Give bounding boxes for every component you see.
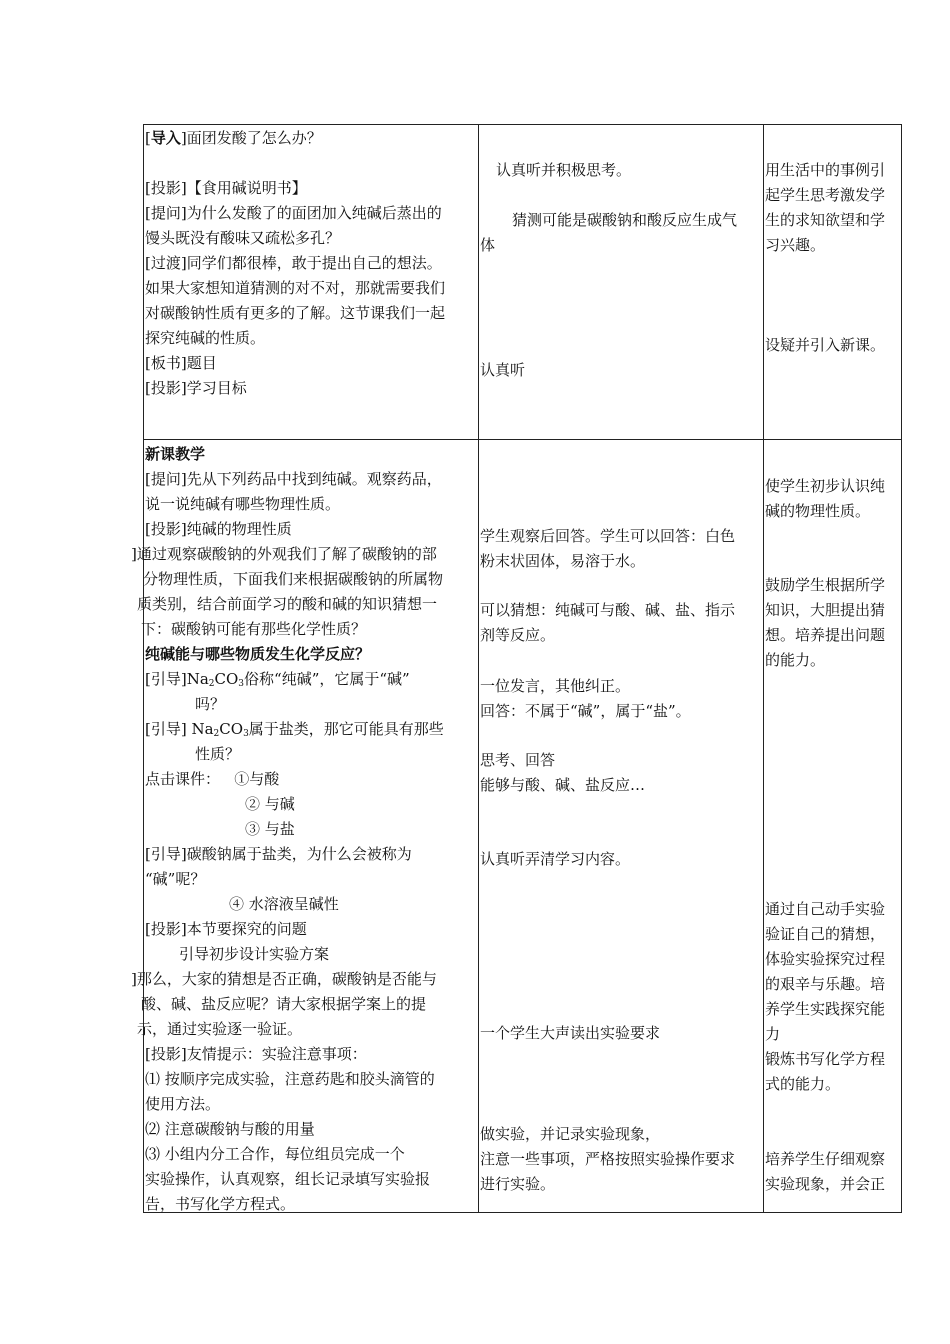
lesson-student-line: 认真听弄清学习内容。 [480, 850, 631, 868]
lesson-teacher-line: 质类别，结合前面学习的酸和碱的知识猜想一 [137, 595, 438, 613]
table-border-top [143, 124, 902, 125]
lesson-purpose-line: 体验实验探究过程 [765, 950, 886, 968]
lesson-teacher-line: 吗？ [195, 695, 226, 713]
table-border-right [901, 124, 902, 1213]
intro-student-line: 认真听 [480, 361, 526, 379]
intro-teacher-line: 探究纯碱的性质。 [145, 329, 266, 347]
intro-student-line: 认真听并积极思考。 [496, 161, 632, 179]
row-divider [143, 439, 902, 440]
lesson-teacher-line: ⑶ 小组内分工合作，每位组员完成一个 [145, 1145, 405, 1163]
lesson-student-line: 可以猜想：纯碱可与酸、碱、盐、指示 [480, 601, 736, 619]
lesson-teacher-line: ⑴ 按顺序完成实验，注意药匙和胶头滴管的 [145, 1070, 435, 1088]
intro-student-line: 猜测可能是碳酸钠和酸反应生成气 [512, 211, 738, 229]
lesson-purpose-line: 实验现象，并会正 [765, 1175, 886, 1193]
column-divider-2 [763, 124, 764, 1213]
lesson-teacher-line: [提问]先从下列药品中找到纯碱。观察药品， [145, 470, 442, 488]
lesson-purpose-line: 使学生初步认识纯 [765, 477, 886, 495]
lesson-teacher-line: [投影]纯碱的物理性质 [145, 520, 292, 538]
lesson-teacher-line: 示，通过实验逐一验证。 [137, 1020, 303, 1038]
lesson-purpose-line: 的艰辛与乐趣。培 [765, 975, 886, 993]
lesson-teacher-line: 下：碳酸钠可能有那些化学性质？ [141, 620, 367, 638]
lesson-purpose-line: 验证自己的猜想， [765, 925, 886, 943]
lesson-student-line: 思考、回答 [480, 751, 556, 769]
lesson-teacher-line: 酸、碱、盐反应呢？请大家根据学案上的提 [141, 995, 427, 1013]
intro-purpose-line: 用生活中的事例引 [765, 161, 886, 179]
intro-purpose-line: 设疑并引入新课。 [765, 336, 886, 354]
lesson-teacher-line: 说一说纯碱有哪些物理性质。 [145, 495, 341, 513]
intro-teacher-line: [提问]为什么发酸了的面团加入纯碱后蒸出的 [145, 204, 442, 222]
intro-teacher-line: 如果大家想知道猜测的对不对，那就需要我们 [145, 279, 446, 297]
intro-teacher-line: 对碳酸钠性质有更多的了解。这节课我们一起 [145, 304, 446, 322]
lesson-teacher-line: 实验操作，认真观察，组长记录填写实验报 [145, 1170, 431, 1188]
lesson-teacher-line: 性质？ [195, 745, 241, 763]
lesson-purpose-line: 培养学生仔细观察 [765, 1150, 886, 1168]
lesson-purpose-line: 式的能力。 [765, 1075, 841, 1093]
intro-teacher-line: [投影]学习目标 [145, 379, 247, 397]
lesson-teacher-line: ]通过观察碳酸钠的外观我们了解了碳酸钠的部 [131, 545, 437, 563]
intro-student-line: 体 [480, 236, 496, 254]
lesson-teacher-line: 引导初步设计实验方案 [179, 945, 330, 963]
lesson-teacher-line: [引导]碳酸钠属于盐类，为什么会被称为 [145, 845, 412, 863]
lesson-teacher-line: ⑵ 注意碳酸钠与酸的用量 [145, 1120, 315, 1138]
lesson-teacher-line: ③ 与盐 [245, 820, 295, 838]
lesson-purpose-line: 养学生实践探究能 [765, 1000, 886, 1018]
intro-teacher-line: [投影]【食用碱说明书】 [145, 179, 307, 197]
lesson-student-line: 学生观察后回答。学生可以回答：白色 [480, 527, 736, 545]
lesson-purpose-line: 的能力。 [765, 651, 826, 669]
lesson-student-line: 一个学生大声读出实验要求 [480, 1024, 661, 1042]
lesson-purpose-line: 锻炼书写化学方程 [765, 1050, 886, 1068]
column-divider-1 [478, 124, 479, 1213]
lesson-teacher-line: “碱”呢？ [145, 870, 206, 888]
intro-purpose-line: 起学生思考激发学 [765, 186, 886, 204]
intro-teacher-line: [导入]面团发酸了怎么办？ [145, 129, 322, 147]
table-border-left [143, 124, 144, 1213]
lesson-purpose-line: 鼓励学生根据所学 [765, 576, 886, 594]
lesson-student-line: 剂等反应。 [480, 626, 556, 644]
lesson-student-line: 注意一些事项，严格按照实验操作要求 [480, 1150, 736, 1168]
intro-purpose-line: 生的求知欲望和学 [765, 211, 886, 229]
lesson-purpose-line: 想。培养提出问题 [765, 626, 886, 644]
lesson-teacher-line: [引导] $Na_2CO_3$属于盐类，那它可能具有那些 [145, 720, 444, 739]
lesson-purpose-line: 通过自己动手实验 [765, 900, 886, 918]
lesson-teacher-line: 点击课件： ①与酸 [145, 770, 280, 788]
lesson-student-line: 做实验，并记录实验现象， [480, 1125, 661, 1143]
lesson-student-line: 回答：不属于“碱”，属于“盐”。 [480, 702, 691, 720]
lesson-teacher-line: [投影]友情提示：实验注意事项： [145, 1045, 367, 1063]
lesson-purpose-line: 碱的物理性质。 [765, 502, 871, 520]
intro-purpose-line: 习兴趣。 [765, 236, 826, 254]
lesson-student-line: 能够与酸、碱、盐反应… [480, 776, 646, 794]
lesson-teacher-line: ④ 水溶液呈碱性 [229, 895, 339, 913]
lesson-purpose-line: 知识，大胆提出猜 [765, 601, 886, 619]
intro-teacher-line: 馒头既没有酸味又疏松多孔？ [145, 229, 341, 247]
lesson-teacher-line: 使用方法。 [145, 1095, 221, 1113]
lesson-teacher-line: ② 与碱 [245, 795, 295, 813]
lesson-teacher-line: ]那么，大家的猜想是否正确，碳酸钠是否能与 [131, 970, 437, 988]
lesson-teacher-line: [引导]$Na_2CO_3$俗称“纯碱”，它属于“碱” [145, 670, 410, 689]
lesson-student-line: 粉末状固体，易溶于水。 [480, 552, 646, 570]
intro-teacher-line: [板书]题目 [145, 354, 217, 372]
lesson-subheading: 纯碱能与哪些物质发生化学反应？ [145, 645, 371, 663]
lesson-student-line: 进行实验。 [480, 1175, 556, 1193]
intro-teacher-line: [过渡]同学们都很棒，敢于提出自己的想法。 [145, 254, 442, 272]
new-lesson-heading: 新课教学 [145, 445, 206, 463]
lesson-student-line: 一位发言，其他纠正。 [480, 677, 631, 695]
lesson-purpose-line: 力 [765, 1025, 781, 1043]
lesson-teacher-line: 分物理性质，下面我们来根据碳酸钠的所属物 [143, 570, 444, 588]
lesson-teacher-line: [投影]本节要探究的问题 [145, 920, 307, 938]
lesson-teacher-line: 告，书写化学方程式。 [145, 1195, 296, 1213]
